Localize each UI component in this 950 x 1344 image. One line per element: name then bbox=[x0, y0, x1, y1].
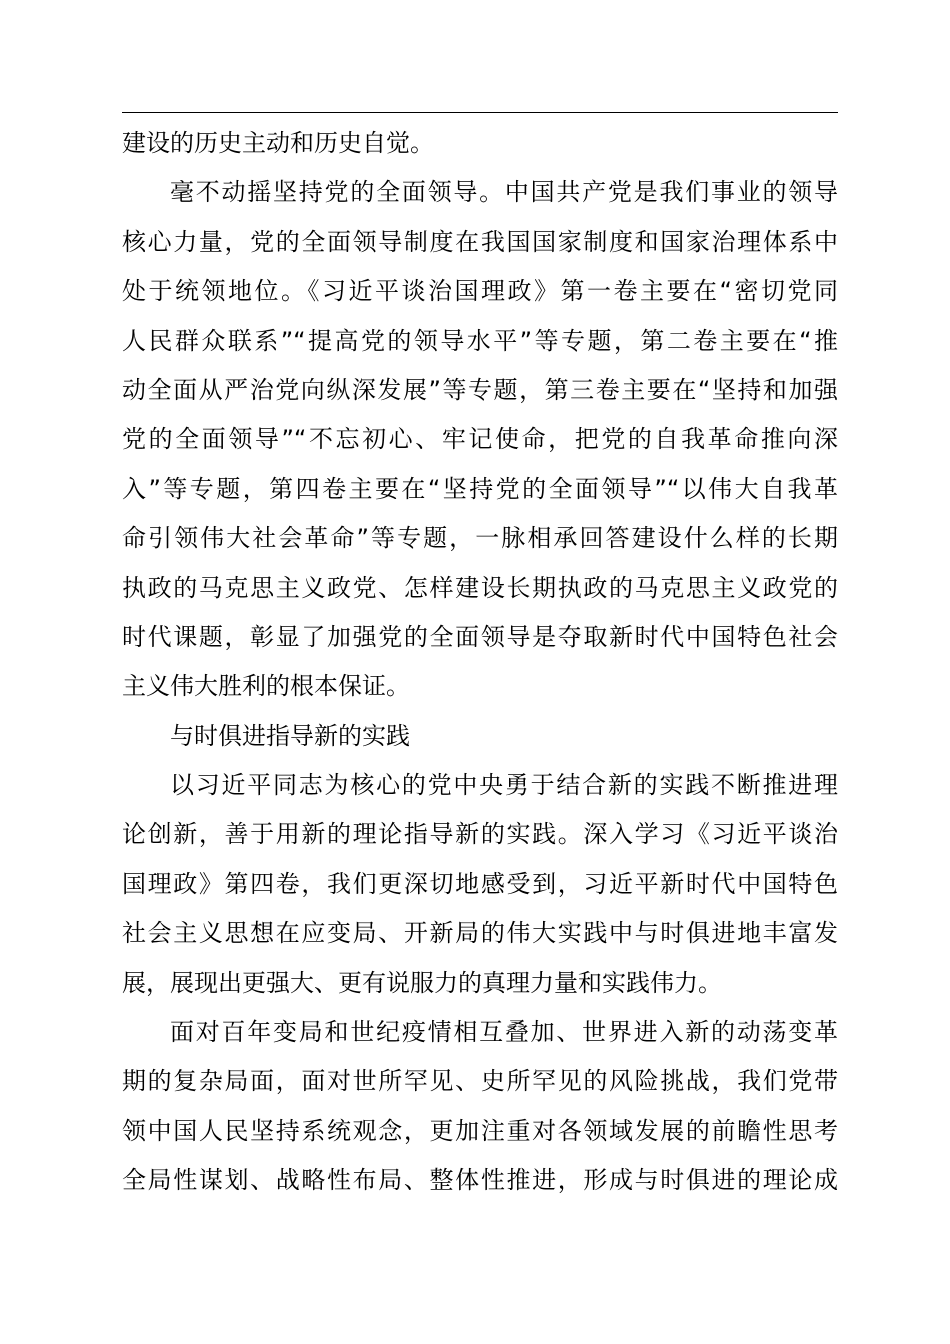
text-line: 论创新，善于用新的理论指导新的实践。深入学习《习近平谈治 bbox=[122, 820, 838, 849]
text-line: 领中国人民坚持系统观念，更加注重对各领域发展的前瞻性思考 bbox=[122, 1116, 838, 1145]
text-line: 党的全面领导”“不忘初心、牢记使命，把党的自我革命推向深 bbox=[122, 425, 838, 454]
text-line: 人民群众联系”“提高党的领导水平”等专题，第二卷主要在“推 bbox=[122, 326, 838, 355]
text-line: 期的复杂局面，面对世所罕见、史所罕见的风险挑战，我们党带 bbox=[122, 1067, 838, 1096]
header-rule bbox=[122, 112, 838, 113]
text-line: 国理政》第四卷，我们更深切地感受到，习近平新时代中国特色 bbox=[122, 869, 838, 898]
text-line: 动全面从严治党向纵深发展”等专题，第三卷主要在“坚持和加强 bbox=[122, 375, 838, 404]
text-line: 社会主义思想在应变局、开新局的伟大实践中与时俱进地丰富发 bbox=[122, 919, 838, 948]
document-body bbox=[122, 119, 838, 1206]
text-line: 全局性谋划、战略性布局、整体性推进，形成与时俱进的理论成 bbox=[122, 1166, 838, 1195]
text-line: 以习近平同志为核心的党中央勇于结合新的实践不断推进理 bbox=[170, 771, 838, 800]
text-line: 命引领伟大社会革命”等专题，一脉相承回答建设什么样的长期 bbox=[122, 524, 838, 553]
text-line: 建设的历史主动和历史自觉。 bbox=[122, 129, 434, 157]
text-line: 面对百年变局和世纪疫情相互叠加、世界进入新的动荡变革 bbox=[170, 1018, 838, 1047]
text-line: 入”等专题，第四卷主要在“坚持党的全面领导”“以伟大自我革 bbox=[122, 474, 838, 503]
text-line: 主义伟大胜利的根本保证。 bbox=[122, 672, 410, 701]
text-line: 核心力量，党的全面领导制度在我国国家制度和国家治理体系中 bbox=[122, 227, 838, 256]
text-line: 展，展现出更强大、更有说服力的真理力量和实践伟力。 bbox=[122, 968, 722, 997]
section-heading: 与时俱进指导新的实践 bbox=[170, 721, 410, 750]
text-line: 处于统领地位。《习近平谈治国理政》第一卷主要在“密切党同 bbox=[122, 277, 838, 306]
text-line: 执政的马克思主义政党、怎样建设长期执政的马克思主义政党的 bbox=[122, 573, 838, 602]
text-line: 时代课题，彰显了加强党的全面领导是夺取新时代中国特色社会 bbox=[122, 622, 838, 651]
text-line: 毫不动摇坚持党的全面领导。中国共产党是我们事业的领导 bbox=[170, 178, 838, 207]
